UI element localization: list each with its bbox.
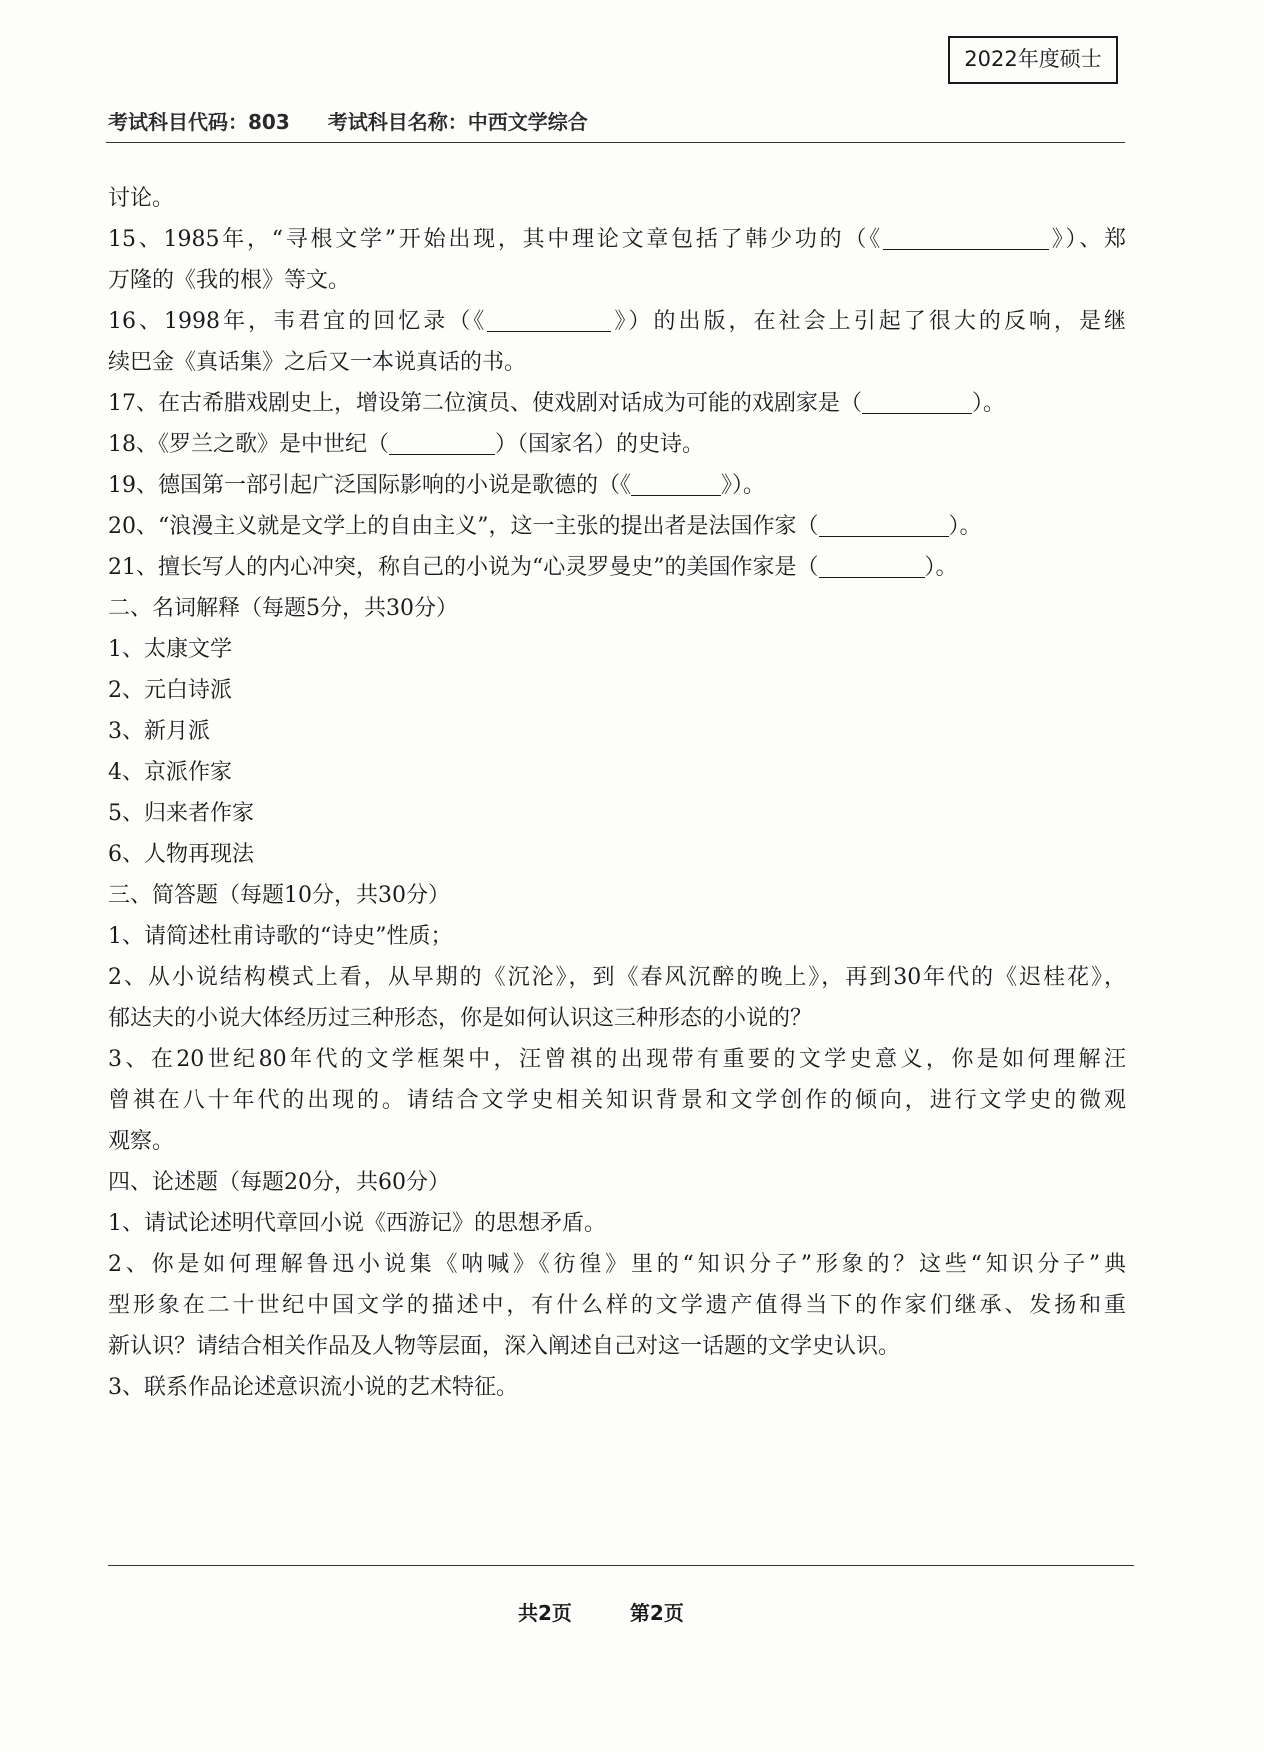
page-footer <box>518 1597 684 1626</box>
essay-2-line-2: 型形象在二十世纪中国文学的描述中，有什么样的文学遗产值得当下的作家们继承、发扬和重 <box>108 1293 1126 1318</box>
question-18: 18、《罗兰之歌》是中世纪（ ）（国家名）的史诗。 <box>108 424 1126 465</box>
current-page: 第2页 <box>629 1601 684 1625</box>
essay-1: 1、请试论述明代章回小说《西游记》的思想矛盾。 <box>108 1211 606 1236</box>
term-5: 5、归来者作家 <box>108 801 254 826</box>
term-4: 4、京派作家 <box>108 760 232 785</box>
continued-text: 讨论。 <box>108 186 175 211</box>
answer-blank <box>862 387 972 414</box>
question-15-line-2: 万隆的《我的根》等文。 <box>108 268 351 293</box>
answer-blank <box>389 428 495 455</box>
question-16-line-1: 16、1998年，韦君宜的回忆录（《 》）的出版，在社会上引起了很大的反响，是继 <box>108 301 1126 342</box>
answer-blank <box>819 551 925 578</box>
exam-header <box>108 106 588 135</box>
short-answer-2-line-2: 郁达夫的小说大体经历过三种形态，你是如何认识这三种形态的小说的？ <box>108 1006 813 1031</box>
question-15-line-1: 15、1985年，“寻根文学”开始出现，其中理论文章包括了韩少功的（《 》）、郑 <box>108 219 1126 260</box>
term-3: 3、新月派 <box>108 719 210 744</box>
exam-content <box>108 178 1126 1408</box>
section-4-heading: 四、论述题（每题20分，共60分） <box>108 1170 450 1195</box>
question-21: 21、擅长写人的内心冲突，称自己的小说为“心灵罗曼史”的美国作家是（ ）。 <box>108 547 1126 588</box>
subject-code: 考试科目代码：803 <box>108 110 290 134</box>
term-2: 2、元白诗派 <box>108 678 232 703</box>
short-answer-3-line-3: 观察。 <box>108 1129 175 1154</box>
answer-blank <box>487 305 611 332</box>
short-answer-2-line-1: 2、从小说结构模式上看，从早期的《沉沦》，到《春风沉醉的晚上》，再到30年代的《迟桂花》， <box>108 965 1126 990</box>
question-17: 17、在古希腊戏剧史上，增设第二位演员、使戏剧对话成为可能的戏剧家是（ ）。 <box>108 383 1126 424</box>
short-answer-3-line-2: 曾祺在八十年代的出现的。请结合文学史相关知识背景和文学创作的倾向，进行文学史的微观 <box>108 1088 1126 1113</box>
answer-blank <box>819 510 949 537</box>
essay-3: 3、联系作品论述意识流小说的艺术特征。 <box>108 1375 518 1400</box>
section-2-heading: 二、名词解释（每题5分，共30分） <box>108 596 458 621</box>
short-answer-3-line-1: 3、在20世纪80年代的文学框架中，汪曾祺的出现带有重要的文学史意义，你是如何理解汪 <box>108 1047 1126 1072</box>
footer-divider <box>108 1565 1134 1566</box>
section-3-heading: 三、简答题（每题10分，共30分） <box>108 883 450 908</box>
total-pages: 共2页 <box>518 1601 572 1625</box>
short-answer-1: 1、请简述杜甫诗歌的“诗史”性质； <box>108 924 453 949</box>
question-19: 19、德国第一部引起广泛国际影响的小说是歌德的（《 》）。 <box>108 465 1126 506</box>
answer-blank <box>883 223 1049 250</box>
essay-2-line-3: 新认识？请结合相关作品及人物等层面，深入阐述自己对这一话题的文学史认识。 <box>108 1334 901 1359</box>
header-divider <box>106 142 1125 143</box>
question-16-line-2: 续巴金《真话集》之后又一本说真话的书。 <box>108 350 527 375</box>
term-6: 6、人物再现法 <box>108 842 254 867</box>
essay-2-line-1: 2、你是如何理解鲁迅小说集《呐喊》《彷徨》里的“知识分子”形象的？这些“知识分子”典 <box>108 1252 1126 1277</box>
answer-blank <box>631 469 721 496</box>
term-1: 1、太康文学 <box>108 637 232 662</box>
subject-name: 考试科目名称：中西文学综合 <box>327 110 588 134</box>
question-20: 20、“浪漫主义就是文学上的自由主义”，这一主张的提出者是法国作家（ ）。 <box>108 506 1126 547</box>
exam-year-badge: 2022年度硕士 <box>948 36 1118 84</box>
